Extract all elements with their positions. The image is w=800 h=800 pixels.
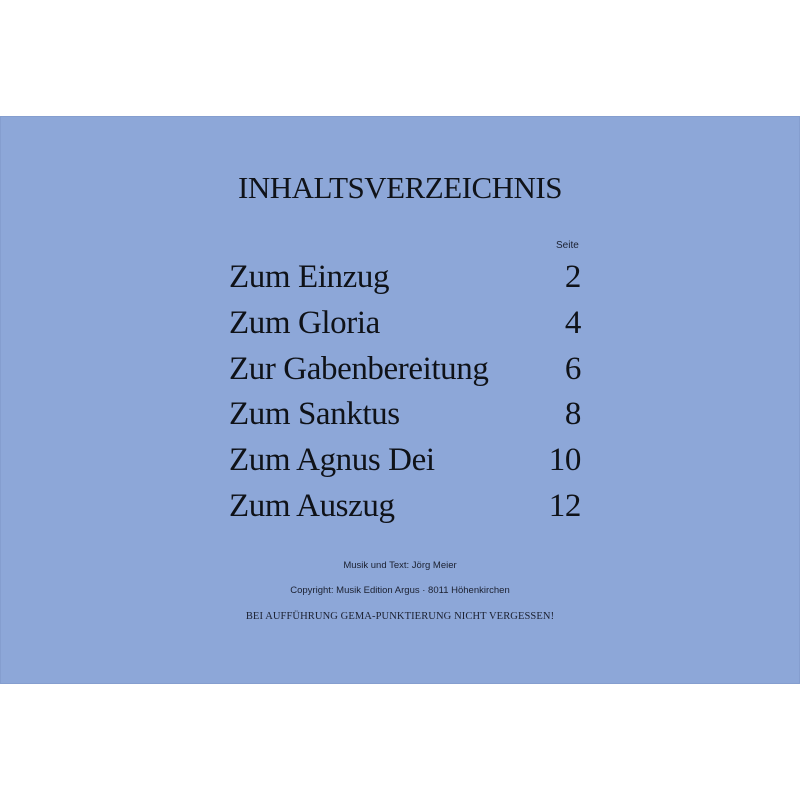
toc-entry xyxy=(229,305,581,351)
toc-entry xyxy=(229,396,581,442)
toc-entry-label: Zum Gloria xyxy=(229,304,380,341)
table-of-contents xyxy=(229,259,581,534)
toc-entry-label: Zum Sanktus xyxy=(229,396,400,433)
toc-entry xyxy=(229,259,581,305)
toc-entry-page: 12 xyxy=(548,487,581,524)
toc-entry-page: 10 xyxy=(548,442,581,479)
toc-entry-page: 4 xyxy=(564,304,581,341)
toc-entry-page: 2 xyxy=(564,259,581,295)
copyright-line: Copyright: Musik Edition Argus · 8011 Höhenkirchen xyxy=(290,585,510,596)
toc-entry-label: Zum Einzug xyxy=(229,259,390,295)
credit-line: Musik und Text: Jörg Meier xyxy=(343,560,457,571)
page-column-label: Seite xyxy=(556,240,579,251)
toc-entry xyxy=(229,442,581,488)
toc-entry-label: Zum Agnus Dei xyxy=(229,442,435,479)
toc-entry-label: Zur Gabenbereitung xyxy=(229,350,489,387)
notice-line: BEI AUFFÜHRUNG GEMA-PUNKTIERUNG NICHT VERGESSEN! xyxy=(245,611,555,622)
toc-entry-label: Zum Auszug xyxy=(229,487,395,524)
page-title: INHALTSVERZEICHNIS xyxy=(238,170,562,205)
toc-entry xyxy=(229,351,581,397)
toc-entry-page: 8 xyxy=(564,396,581,433)
toc-entry-page: 6 xyxy=(564,350,581,387)
toc-entry xyxy=(229,488,581,534)
